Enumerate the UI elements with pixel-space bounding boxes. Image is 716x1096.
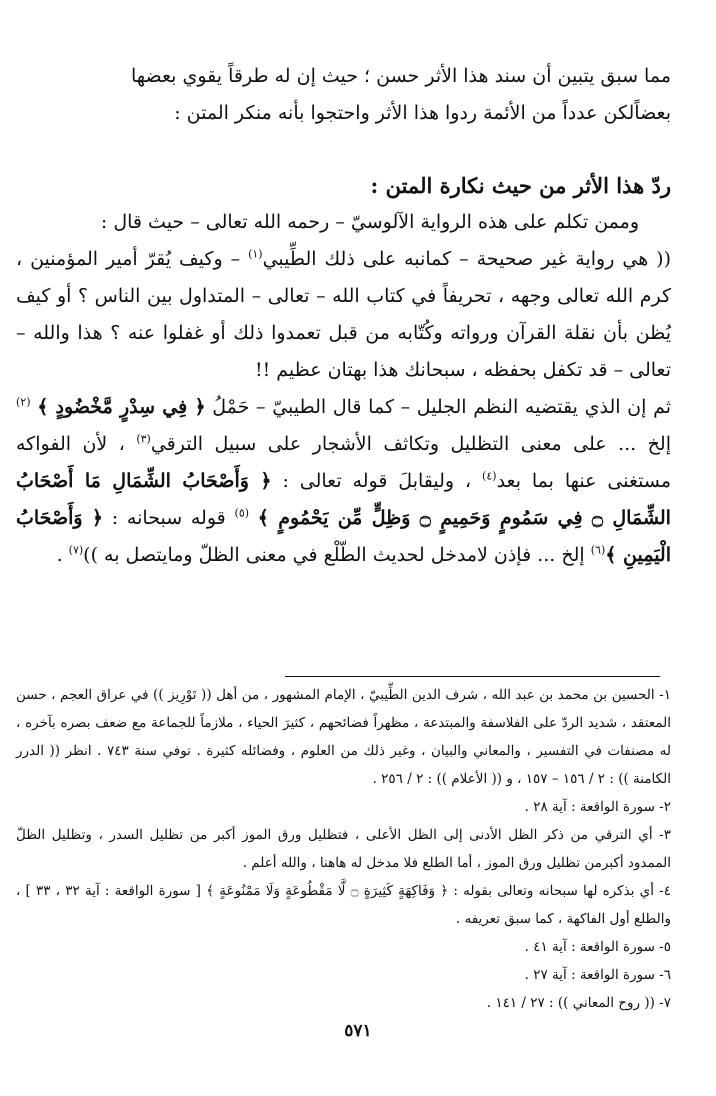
footnote-5: ٥- سورة الواقعة : آية ٤١ . [524, 939, 671, 955]
footnote-7: ٧- (( روح المعاني )) : ٢٧ / ١٤١ . [486, 995, 671, 1011]
quote-text: . [56, 544, 63, 566]
paragraph-alusi-intro: وممن تكلم على هذه الرواية الآلوسيّ – رحمه الله تعالى – حيث قال : [100, 211, 639, 233]
footnote-ref-5: (٥) [234, 506, 250, 520]
quote-text: ثم إن الذي يقتضيه النظم الجليل – كما قال الطيبيّ – حَمْلُ [212, 396, 672, 418]
footnote-separator [285, 676, 660, 677]
footnote-4: ٤- أي بذكره لها سبحانه وتعالى بقوله : ﴿ وَفَاكِهَةٍ كَثِيرَةٍ ۝ لَّا مَقْطُوعَةٍ وَلَا مَمْنُوعَةٍ ﴾ [ سورة الواقعة : آية ٣٢ ، ٣٣ ] ، والطلع أول الفاكهة ، كما سبق تعريفه . [16, 883, 671, 927]
footnote-6: ٦- سورة الواقعة : آية ٢٧ . [524, 967, 671, 983]
intro-line-2: بعضاًلكن عدداً من الأئمة ردوا هذا الأثر واحتجوا بأنه منكر المتن : [174, 102, 671, 124]
quote-text: (( هي رواية غير صحيحة – كمانبه على ذلك الطِّيبي [262, 248, 671, 270]
quran-verse: ﴿ وَأَصْحَابُ الْيَمِينِ ﴾ [16, 507, 671, 566]
paragraph-quote-1 [16, 241, 671, 389]
footnote-2: ٢- سورة الواقعة : آية ٢٨ . [524, 799, 671, 815]
quote-text: إلخ ... فإذن لامدخل لحديث الطّلْع في معنى الظلّ ومايتصل به )) [83, 544, 585, 566]
footnote-1: ١- الحسين بن محمد بن عبد الله ، شرف الدين الطِّيبيّ ، الإمام المشهور ، من أهل (( تَوْرِيز )) في عراق العجم ، حسن المعتقد ، شديد الردّ على الفلاسفة والمبتدعة ، مظهراً فضائحهم ، كثيرَ الحياء ، ملازماً للجماعة مع ضعف بصره بآخره ، له مصنفات في التفسير ، والمعاني والبيان ، وغير ذلك من العلوم ، وفضائله كثيرة . توفي سنة ٧٤٣ . انظر (( الدرر الكامنة )) : ٢ / ١٥٦ – ١٥٧ ، و (( الأعلام )) : ٢ / ٢٥٦ . [16, 687, 671, 787]
footnotes [16, 681, 671, 1017]
quote-text: قوله سبحانه : [111, 507, 226, 529]
quote-text: – وكيف يُقرّ أمير المؤمنين ، كرم الله تعالى وجهه ، تحريفاً في كتاب الله – تعالى – المتداول بين الناس ؟ أو كيف يُظن بأن نقلة القرآن ورواته وكُتّابه من قبل تعمدوا ذلك أو غفلوا عنه ؟ هذا والله – تعالى – قد تكفل بحفظه ، سبحانك هذا بهتان عظيم !! [16, 248, 671, 381]
quran-verse: ﴿ وَأَصْحَابُ الشِّمَالِ مَا أَصْحَابُ الشِّمَالِ ۝ فِي سَمُومٍ وَحَمِيمٍ ۝ وَظِلٍّ مِّن يَحْمُومٍ ﴾ [16, 470, 671, 529]
footnote-ref-4: (٤) [482, 469, 497, 483]
paragraph-quote-2 [16, 389, 671, 574]
quote-text: ، لأن الفواكه مستغنى عنها بما بعد [16, 433, 671, 492]
footnote-ref-7: (٧) [68, 543, 84, 557]
quran-verse: ﴿ فِي سِدْرٍ مَّخْضُودٍ ﴾ [37, 396, 206, 418]
footnote-ref-1: (١) [248, 247, 263, 261]
section-heading: ردّ هذا الأثر من حيث نكارة المتن : [370, 173, 671, 198]
quote-text: ، وليقابلَ قوله تعالى : [282, 470, 472, 492]
intro-line-1: مما سبق يتبين أن سند هذا الأثر حسن ؛ حيث إن له طرقاً يقوي بعضها [130, 65, 671, 87]
footnote-ref-6: (٦) [590, 543, 606, 557]
footnote-3: ٣- أي الترقي من ذكر الظل الأدنى إلى الظل الأعلى ، فتظليل ورق الموز أكبر من تظليل السدر ، وتظليل الظلّ الممدود أكبرمن تظليل ورق الموز ، أما الطلع فلا مدخل له هاهنا ، والله أعلم . [16, 827, 671, 871]
intro-paragraph [16, 58, 671, 132]
page-number: ٥٧١ [344, 1021, 372, 1041]
footnote-ref-3: (٣) [136, 432, 151, 446]
main-body [16, 204, 671, 574]
quote-text: إلخ ... على معنى التظليل وتكاثف الأشجار على سبيل الترقي [150, 433, 671, 455]
footnote-ref-2: (٢) [16, 395, 31, 409]
